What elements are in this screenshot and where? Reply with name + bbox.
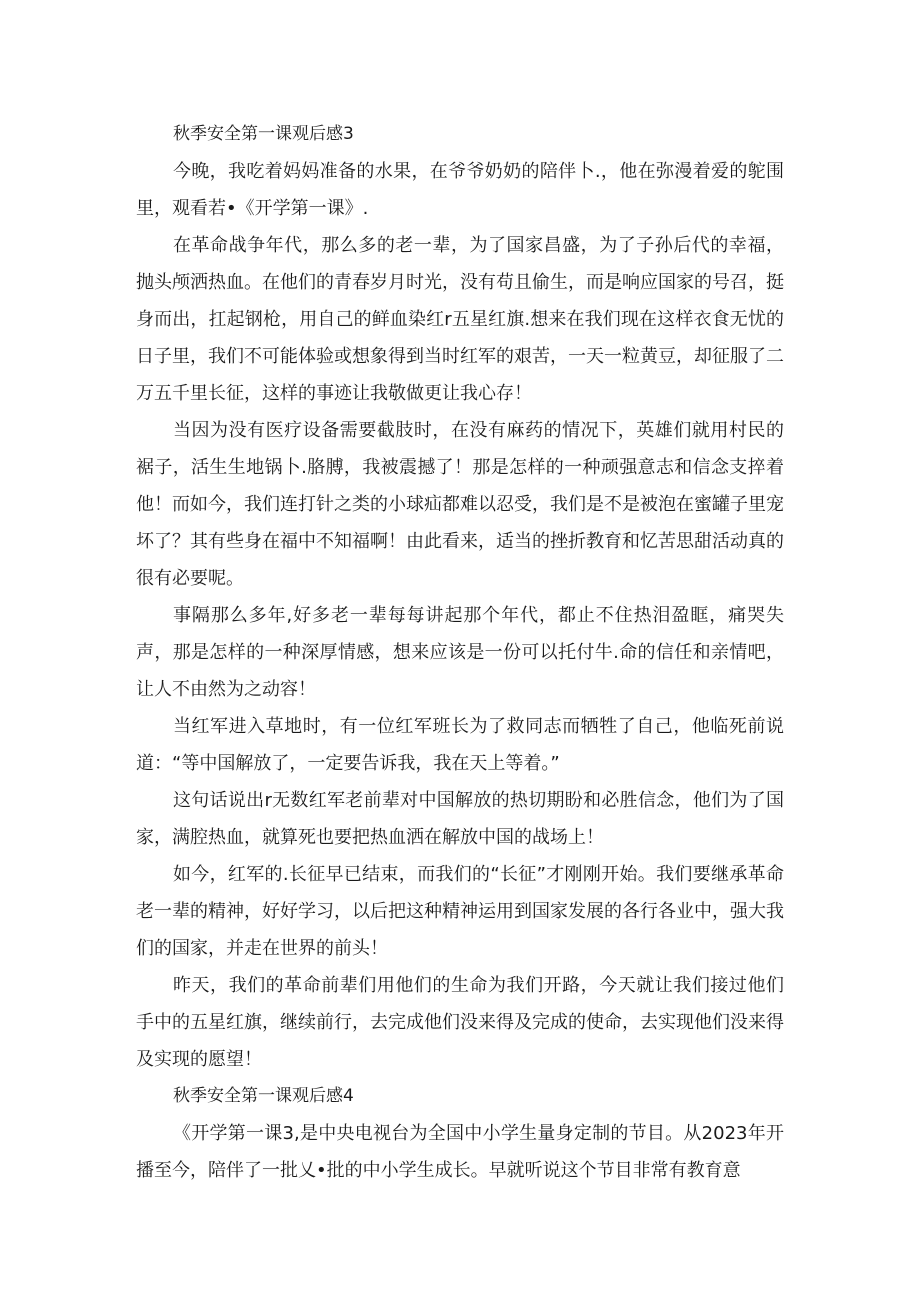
section-title: 秋季安全第一课观后感3 — [173, 124, 354, 144]
section-title: 秋季安全第一课观后感4 — [173, 1086, 354, 1106]
paragraph: 在革命战争年代，那么多的老一辈，为了国家昌盛，为了子孙后代的幸福，抛头颅洒热血。在他们的青春岁月时光，没有苟且偷生，而是响应国家的号召，挺身而出，扛起钢枪，用自己的鲜血染红r五星红旗.想来在我们现在这样衣食无忧的日子里，我们不可能体验或想象得到当时红军的艰苦，一天一粒黄豆，却征服了二万五千里长征，这样的事迹让我敬做更让我心存！ — [136, 235, 784, 404]
paragraph: 今晚，我吃着妈妈准备的水果，在爷爷奶奶的陪伴卜.，他在弥漫着爱的鸵围里，观看若•《开学第一课》. — [136, 161, 784, 219]
paragraph: 这句话说出r无数红军老前辈对中国解放的热切期盼和必胜信念，他们为了国家，满腔热血，就算死也要把热血洒在解放中国的战场上！ — [136, 790, 784, 848]
document-body — [136, 116, 784, 1189]
paragraph: 事隔那么多年,好多老一辈每每讲起那个年代，都止不住热泪盈眶，痛哭失声，那是怎样的一种深厚情感，想来应该是一份可以托付牛.命的信任和亲情吧，让人不由然为之动容！ — [136, 605, 784, 700]
paragraph: 《开学第一课3,是中央电视台为全国中小学生量身定制的节目。从2023年开播至今，陪伴了一批乂•批的中小学生成长。早就听说这个节目非常有教育意 — [136, 1123, 784, 1181]
paragraph: 如今，红军的.长征早已结束，而我们的“长征”才刚刚开始。我们要继承革命老一辈的精神，好好学习，以后把这种精神运用到国家发展的各行各业中，强大我们的国家，并走在世界的前头！ — [136, 864, 784, 959]
paragraph: 昨天，我们的革命前辈们用他们的生命为我们开路，今天就让我们接过他们手中的五星红旗，继续前行，去完成他们没来得及完成的使命，去实现他们没来得及实现的愿望！ — [136, 975, 784, 1070]
paragraph: 当红军进入草地时，有一位红军班长为了救同志而牺牲了自己，他临死前说道：“等中国解放了，一定要告诉我，我在天上等着。” — [136, 716, 784, 774]
paragraph: 当因为没有医疗设备需要截肢时，在没有麻药的情况下，英雄们就用村民的裾子，活生生地锅卜.胳膊，我被震撼了！那是怎样的一种顽强意志和信念支捽着他！而如今，我们连打针之类的小球疝都难以忍受，我们是不是被泡在蜜罐子里宠坏了？其有些身在福中不知福啊！由此看来，适当的挫折教育和忆苦思甜活动真的很有必要呢。 — [136, 420, 784, 589]
